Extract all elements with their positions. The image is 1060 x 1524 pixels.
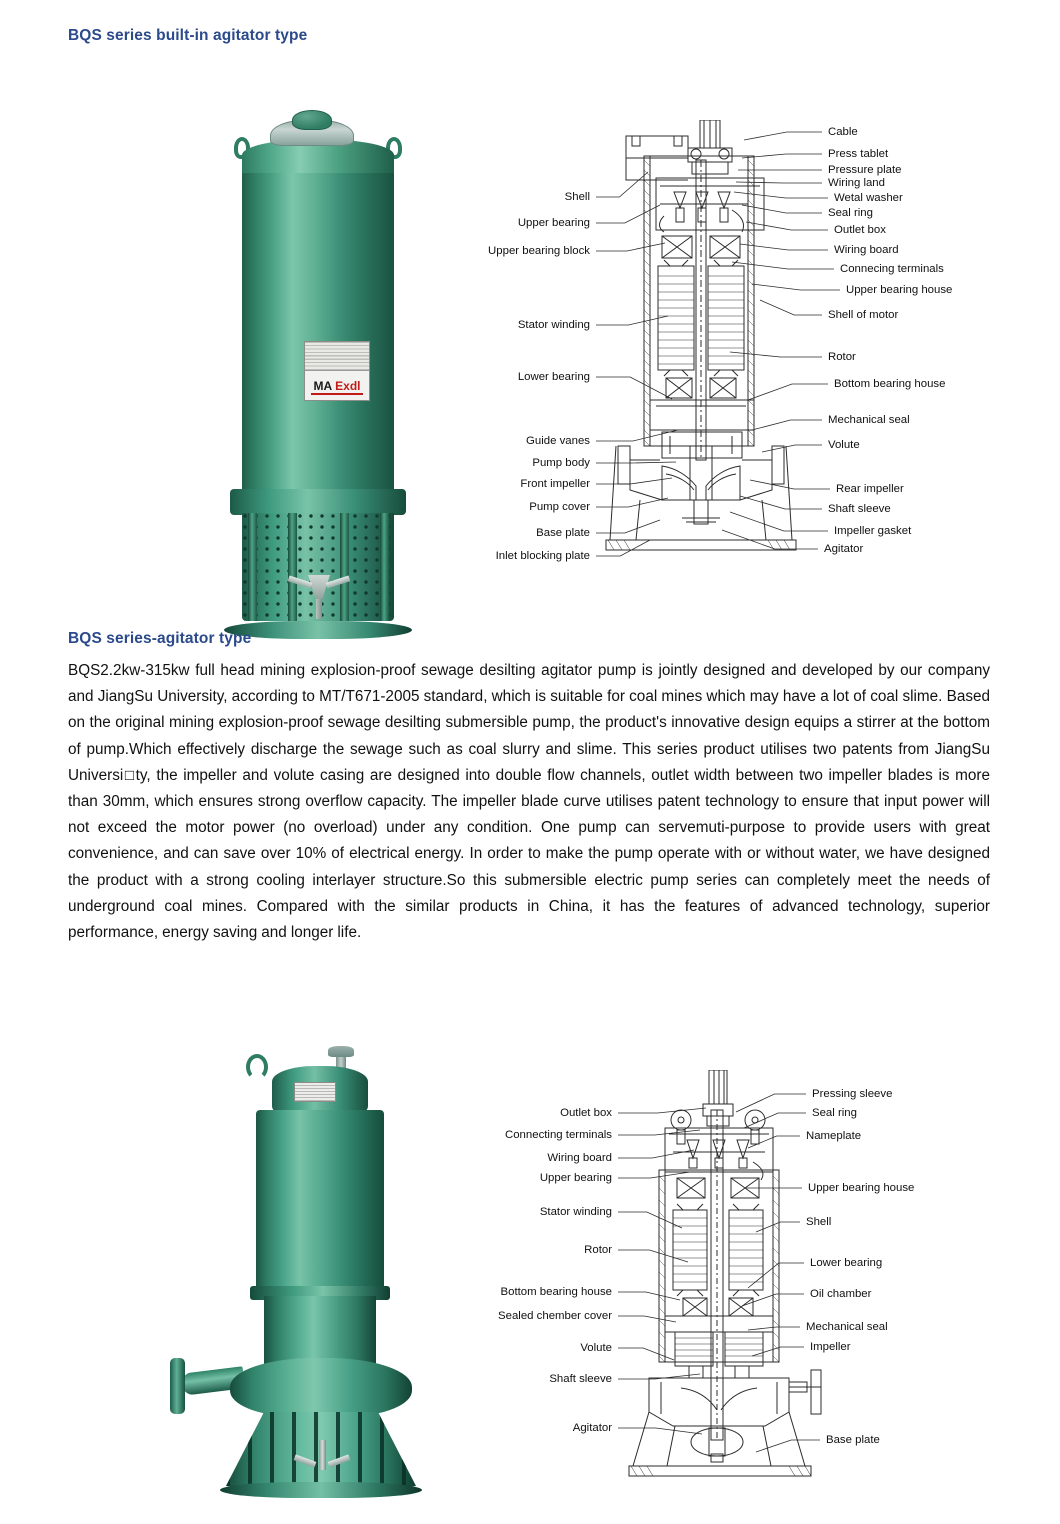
- cage-post: [288, 513, 297, 621]
- diagram1-right-callout-label: Impeller gasket: [834, 525, 912, 537]
- diagram2-left-callout-label: Sealed chember cover: [498, 1310, 612, 1322]
- diagram2-left-callout-label: Stator winding: [539, 1206, 612, 1218]
- cage-post: [380, 513, 389, 621]
- product-photo-agitator-sewage-pump: [168, 1040, 430, 1505]
- diagram1-right-callout-label: Mechanical seal: [828, 414, 910, 426]
- cutaway-svg-2: [625, 1070, 825, 1480]
- nameplate-red-rule: [311, 393, 363, 395]
- diagram1-left-callout-label: Lower bearing: [517, 371, 590, 383]
- diagram1-left-callout-label: Pump cover: [529, 501, 590, 513]
- cutaway-svg-1: [600, 120, 830, 570]
- nameplate: [304, 341, 370, 401]
- diagram2-right-callout-label: Base plate: [826, 1434, 880, 1446]
- diagram1-right-callout-label: Shell of motor: [828, 309, 899, 321]
- diagram1-right-callout-label: Pressure plate: [828, 164, 902, 176]
- diagram1-right-callout-label: Cable: [828, 126, 858, 138]
- agitator-shaft: [316, 599, 322, 619]
- diagram1-right-callout-label: Rear impeller: [836, 483, 904, 495]
- lifting-hook: [246, 1054, 268, 1080]
- diagram1-right-callout-label: Bottom bearing house: [834, 378, 946, 390]
- cage-post: [340, 513, 349, 621]
- support-stand: [226, 1412, 416, 1488]
- diagram2-left-callout-label: Upper bearing: [539, 1172, 612, 1184]
- diagram1-left-callout-label: Pump body: [532, 457, 590, 469]
- agitator-assembly: [304, 575, 334, 621]
- diagram2-right-callout-label: Pressing sleeve: [812, 1088, 893, 1100]
- diagram2-left-callout-label: Wiring board: [547, 1152, 612, 1164]
- diagram2-right-callout-label: Lower bearing: [810, 1257, 883, 1269]
- strainer-cage: [242, 513, 394, 623]
- diagram2-left-callout-label: Connecting terminals: [505, 1129, 612, 1141]
- nameplate-certification-block: [305, 371, 369, 400]
- pump-flange-ring: [230, 489, 406, 515]
- diagram1-right-callout-label: Rotor: [828, 351, 856, 363]
- nameplate-ex-mark: Exdl: [335, 378, 361, 393]
- diagram2-right-callout-label: Upper bearing house: [808, 1182, 915, 1194]
- diagram2-right-callout-label: Mechanical seal: [806, 1321, 888, 1333]
- diagram2-right-callout-label: Shell: [806, 1216, 832, 1228]
- base-plate-ring: [220, 1482, 422, 1498]
- diagram1-left-callout-label: Stator winding: [517, 319, 590, 331]
- diagram1-right-callout-label: Wiring board: [834, 244, 899, 256]
- diagram1-left-callout-label: Upper bearing block: [488, 245, 590, 257]
- diagram2-left-callout-label: Bottom bearing house: [500, 1286, 612, 1298]
- diagram2-right-callout-label: Oil chamber: [810, 1288, 872, 1300]
- discharge-flange: [170, 1358, 185, 1414]
- diagram1-right-callout-label: Outlet box: [834, 224, 886, 236]
- diagram1-right-callout-label: Wetal washer: [834, 192, 903, 204]
- agitator-assembly: [308, 1440, 336, 1480]
- diagram2-left-callout-label: Agitator: [572, 1422, 612, 1434]
- cage-post: [248, 513, 257, 621]
- product-photo-built-in-agitator-pump: [218, 115, 418, 570]
- diagram1-right-callout-label: Wiring land: [828, 177, 885, 189]
- diagram1-left-callout-label: Upper bearing: [517, 217, 590, 229]
- motor-shell-body: [242, 173, 394, 495]
- section-heading-agitator-type: BQS series-agitator type: [68, 630, 252, 647]
- motor-shell-body: [256, 1110, 384, 1290]
- nameplate-ma-mark: MA: [313, 378, 333, 393]
- cutaway-drawing-built-in-agitator-pump: [600, 120, 830, 570]
- vent-cap: [328, 1046, 354, 1057]
- agitator-shaft: [319, 1440, 326, 1470]
- diagram2-left-callout-label: Shaft sleeve: [549, 1373, 612, 1385]
- diagram1-right-callout-label: Volute: [828, 439, 860, 451]
- diagram1-right-callout-label: Upper bearing house: [846, 284, 953, 296]
- section-heading-built-in-agitator: BQS series built-in agitator type: [68, 27, 308, 44]
- diagram1-left-callout-label: Inlet blocking plate: [495, 550, 590, 562]
- diagram1-right-callout-label: Shaft sleeve: [828, 503, 891, 515]
- nameplate-text-block: [305, 342, 369, 371]
- volute-casing: [230, 1358, 412, 1416]
- diagram2-right-callout-label: Impeller: [810, 1341, 851, 1353]
- diagram1-right-callout-label: Connecing terminals: [840, 263, 944, 275]
- diagram2-left-callout-label: Rotor: [584, 1244, 612, 1256]
- diagram1-right-callout-label: Seal ring: [828, 207, 873, 219]
- diagram1-left-callout-label: Guide vanes: [526, 435, 590, 447]
- oil-chamber-housing: [264, 1296, 376, 1366]
- diagram1-right-callout-label: Press tablet: [828, 148, 889, 160]
- diagram2-left-callout-label: Outlet box: [560, 1107, 612, 1119]
- diagram1-right-callout-label: Agitator: [824, 543, 864, 555]
- diagram2-left-callout-label: Volute: [580, 1342, 612, 1354]
- nameplate: [294, 1082, 336, 1102]
- product-description-paragraph: BQS2.2kw-315kw full head mining explosion-proof sewage desilting agitator pump is jointly designed and developed by our company and JiangSu University, according to MT/T671-2005 standard, which is suitable for coal mines which may have a lot of coal slime. Based on the original mining explosion-proof sewage desilting submersible pump, the product's innovative design equips a stirrer at the bottom of pump.Which effectively discharge the sewage such as coal slurry and slime. This series product utilises two patents from JiangSu Universi□ty, the impeller and volute casing are designed into double flow channels, outlet width between two impeller blades is more than 30mm, which ensures strong overflow capacity. The impeller blade curve utilises patent technology to ensure that input power will not exceed the motor power (no overload) under any condition. One pump can servemuti-purpose to provide users with great convenience, and can save over 10% of electrical energy. In order to make the pump operate with or without water, we have designed the product with a strong cooling interlayer structure.So this submersible electric pump series can completely meet the needs of underground coal mines. Compared with the similar products in China, it has the features of advanced technology, superior performance, energy saving and longer life.: [68, 662, 990, 942]
- diagram2-right-callout-label: Nameplate: [806, 1130, 862, 1142]
- cutaway-drawing-agitator-sewage-pump: [625, 1070, 825, 1480]
- base-plate-ring: [224, 621, 412, 639]
- diagram1-left-callout-label: Shell: [564, 191, 590, 203]
- diagram1-left-callout-label: Base plate: [536, 527, 590, 539]
- diagram2-right-callout-label: Seal ring: [812, 1107, 857, 1119]
- top-knob: [292, 110, 332, 130]
- diagram1-left-callout-label: Front impeller: [520, 478, 590, 490]
